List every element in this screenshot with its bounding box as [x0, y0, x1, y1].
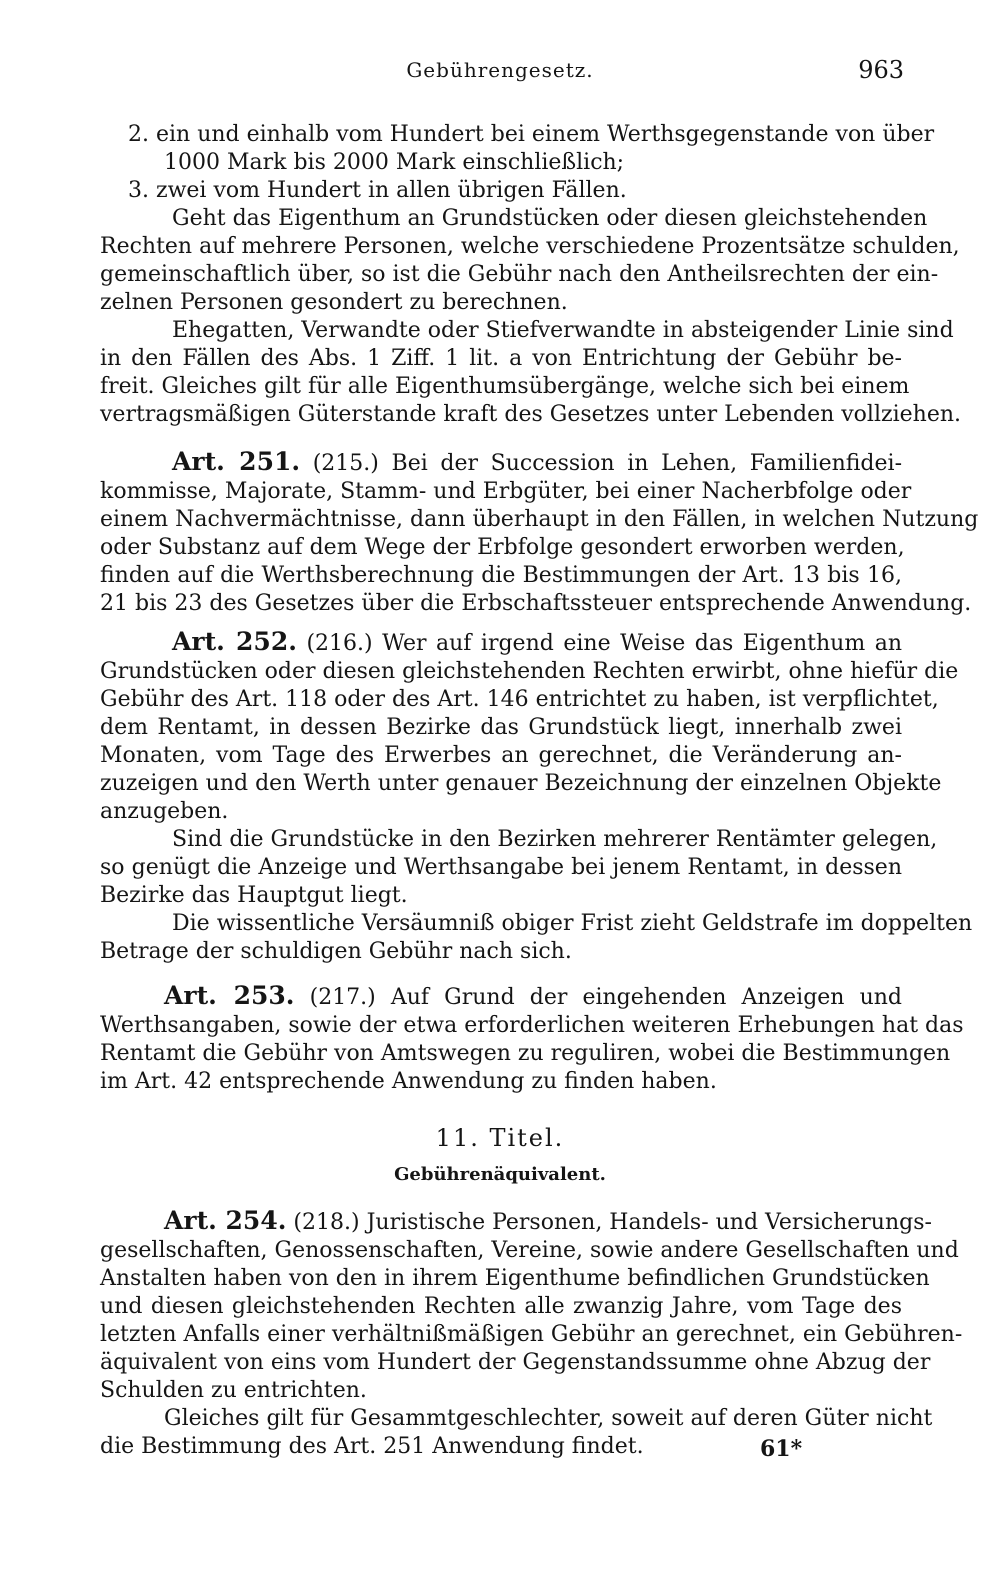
paragraph-line: Schulden zu entrichten. — [100, 1378, 367, 1403]
list-item: 2. ein und einhalb vom Hundert bei einem Werthsgegenstande von über — [128, 122, 935, 147]
article-number: Art. 252. — [172, 627, 297, 656]
paragraph-line: Werthsangaben, sowie der etwa erforderlichen weiteren Erhebungen hat das — [100, 1013, 964, 1038]
paragraph-line: letzten Anfalls einer verhältnißmäßigen Gebühr an gerechnet, ein Gebühren- — [100, 1322, 963, 1347]
paragraph-line: Rechten auf mehrere Personen, welche verschiedene Prozentsätze schulden, — [100, 234, 960, 259]
article-number: Art. 254. — [164, 1206, 287, 1235]
article-number: Art. 253. — [164, 981, 295, 1010]
paragraph-line: Betrage der schuldigen Gebühr nach sich. — [100, 939, 572, 964]
paragraph-line: Die wissentliche Versäumniß obiger Frist zieht Geldstrafe im doppelten — [172, 911, 973, 936]
article-old-number: (217.) — [309, 985, 376, 1010]
paragraph-line: Anstalten haben von den in ihrem Eigenthume befindlichen Grundstücken — [100, 1266, 930, 1291]
paragraph-line: oder Substanz auf dem Wege der Erbfolge gesondert erworben werden, — [100, 535, 905, 560]
paragraph-line: Grundstücken oder diesen gleichstehenden Rechten erwirbt, ohne hiefür die — [100, 659, 959, 684]
paragraph-line: 21 bis 23 des Gesetzes über die Erbschaftssteuer entsprechende Anwendung. — [100, 591, 972, 616]
list-item: 3. zwei vom Hundert in allen übrigen Fällen. — [128, 178, 627, 203]
article-254-first-line — [164, 1206, 932, 1237]
paragraph-line: äquivalent von eins vom Hundert der Gegenstandssumme ohne Abzug der — [100, 1350, 931, 1375]
article-252-first-line — [172, 628, 902, 658]
list-item-continuation: 1000 Mark bis 2000 Mark einschließlich; — [164, 150, 625, 175]
article-text: Wer auf irgend eine Weise das Eigenthum an — [382, 631, 902, 656]
paragraph-line: Rentamt die Gebühr von Amtswegen zu reguliren, wobei die Bestimmungen — [100, 1041, 951, 1066]
paragraph-line: Gleiches gilt für Gesammtgeschlechter, soweit auf deren Güter nicht — [164, 1406, 933, 1431]
section-subheading: Gebührenäquivalent. — [394, 1164, 606, 1185]
paragraph-line: Bezirke das Hauptgut liegt. — [100, 883, 408, 908]
article-text: Bei der Succession in Lehen, Familienfidei- — [391, 451, 902, 476]
paragraph-line: anzugeben. — [100, 799, 229, 824]
paragraph-line: in den Fällen des Abs. 1 Ziff. 1 lit. a von Entrichtung der Gebühr be- — [100, 346, 902, 371]
page-number: 963 — [858, 56, 904, 84]
paragraph-line: einem Nachvermächtnisse, dann überhaupt in den Fällen, in welchen Nutzung — [100, 507, 979, 532]
paragraph-line: dem Rentamt, in dessen Bezirke das Grundstück liegt, innerhalb zwei — [100, 715, 902, 740]
paragraph-line: gesellschaften, Genossenschaften, Vereine, sowie andere Gesellschaften und — [100, 1238, 959, 1263]
article-number: Art. 251. — [172, 447, 301, 476]
paragraph-line: Gebühr des Art. 118 oder des Art. 146 entrichtet zu haben, ist verpflichtet, — [100, 687, 939, 712]
paragraph-line: vertragsmäßigen Güterstande kraft des Gesetzes unter Lebenden vollziehen. — [100, 402, 961, 427]
paragraph-line: so genügt die Anzeige und Werthsangabe bei jenem Rentamt, in dessen — [100, 855, 902, 880]
signature-mark: 61* — [760, 1436, 803, 1462]
paragraph-line: kommisse, Majorate, Stamm- und Erbgüter, bei einer Nacherbfolge oder — [100, 479, 912, 504]
article-old-number: (215.) — [312, 451, 379, 476]
paragraph-line: Monaten, vom Tage des Erwerbes an gerechnet, die Veränderung an- — [100, 743, 902, 768]
paragraph-line: gemeinschaftlich über, so ist die Gebühr nach den Antheilsrechten der ein- — [100, 262, 939, 287]
paragraph-line: Ehegatten, Verwandte oder Stiefverwandte in absteigender Linie sind — [172, 318, 954, 343]
article-text: Juristische Personen, Handels- und Versicherungs- — [366, 1210, 932, 1235]
article-text: Auf Grund der eingehenden Anzeigen und — [390, 985, 902, 1010]
article-old-number: (218.) — [293, 1210, 360, 1235]
paragraph-line: freit. Gleiches gilt für alle Eigenthumsübergänge, welche sich bei einem — [100, 374, 910, 399]
paragraph-line: im Art. 42 entsprechende Anwendung zu finden haben. — [100, 1069, 717, 1094]
section-heading: 11. Titel. — [435, 1124, 565, 1152]
paragraph-line: Sind die Grundstücke in den Bezirken mehrerer Rentämter gelegen, — [172, 827, 938, 852]
article-old-number: (216.) — [306, 631, 373, 656]
paragraph-line: zelnen Personen gesondert zu berechnen. — [100, 290, 568, 315]
paragraph-line: Geht das Eigenthum an Grundstücken oder diesen gleichstehenden — [172, 206, 928, 231]
paragraph-line: und diesen gleichstehenden Rechten alle zwanzig Jahre, vom Tage des — [100, 1294, 902, 1319]
article-251-first-line — [172, 448, 902, 478]
paragraph-line: finden auf die Werthsberechnung die Bestimmungen der Art. 13 bis 16, — [100, 563, 902, 588]
article-253-first-line — [164, 982, 902, 1012]
paragraph-line: die Bestimmung des Art. 251 Anwendung findet. — [100, 1434, 644, 1459]
paragraph-line: zuzeigen und den Werth unter genauer Bezeichnung der einzelnen Objekte — [100, 771, 942, 796]
running-title: Gebührengesetz. — [406, 58, 594, 82]
